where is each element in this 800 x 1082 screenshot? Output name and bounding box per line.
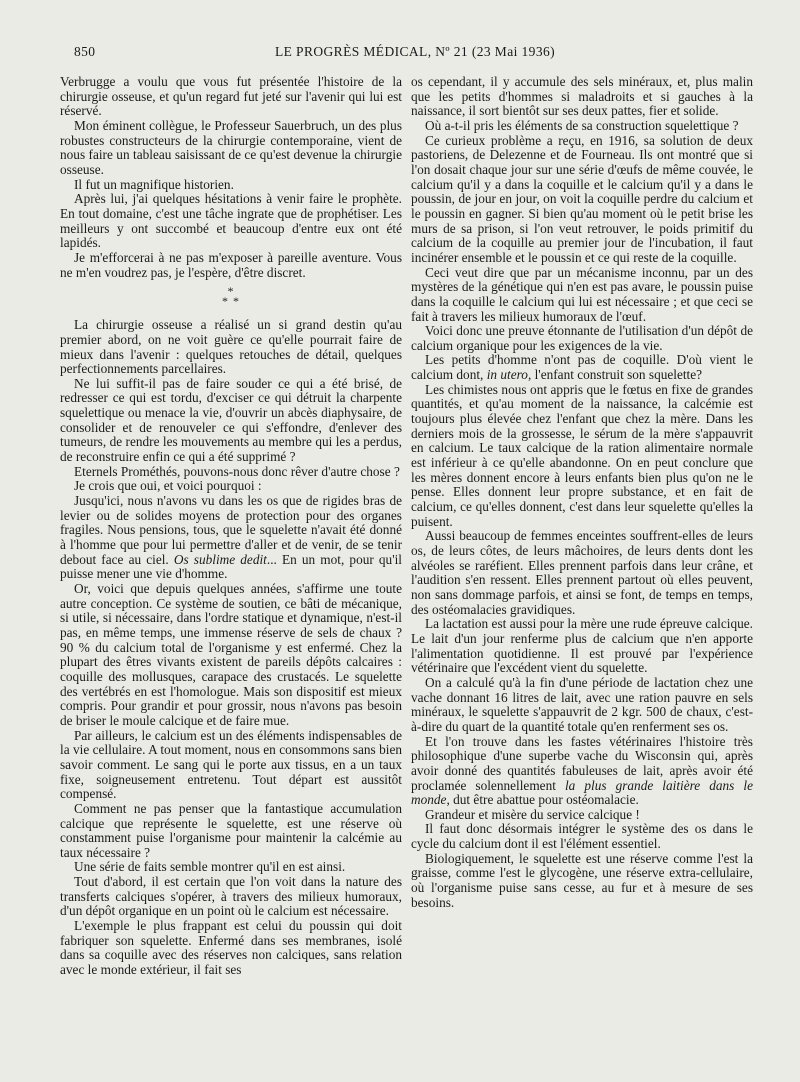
paragraph: Mon éminent collègue, le Professeur Sauerbruch, un des plus robustes constructeurs de la chirurgie contemporaine, vient de nous faire un tableau saisissant de ce qu'est devenue la chirurgie osseuse. <box>60 117 402 177</box>
paragraph: Aussi beaucoup de femmes enceintes souffrent-elles de leurs os, de leurs côtes, de leurs mâchoires, de leurs dents dont les alvéoles se raréfient. Elles prennent parfois dans leur crâne, et l'audition s'en ressent. Elles prennent partout où elles peuvent, non sans dommage parfois, et ainsi se font, de temps en temps, des ostéomalacies gravidiques. <box>411 528 753 617</box>
latin-quote: Os sublime dedit <box>173 551 267 567</box>
paragraph: Une série de faits semble montrer qu'il en est ainsi. <box>74 859 346 875</box>
text-run: Jusqu'ici, nous n'avons vu dans les os que de rigides bras de levier ou de solides moyens de protection pour des organes fragiles. Nous pensions, tous, que le squelette n'avait été donné à l'homme que pour lui permettre d'aller et de venir, de se tenir debout face au ciel. <box>60 493 402 567</box>
paragraph: Ce curieux problème a reçu, en 1916, sa solution de deux pastoriens, de Delezenne et de Fourneau. Ils ont montré que si l'on dosait chaque jour sur une série d'œufs de même couvée, le calcium qu'il y a dans la coquille et le calcium qu'il y a dans le poussin, de jour en jour, on voit la coquille perdre du calcium et le poussin en gagner. Si bien qu'au moment où le petit brise les murs de sa prison, si l'on veut retrouver, le poids primitif du calcium de la coquille au premier jour de l'incubation, il faut incinérer ensemble et le poussin et ce qui reste de la coquille. <box>411 132 753 265</box>
paragraph: Les chimistes nous ont appris que le fœtus en fixe de grandes quantités, et qu'au moment de la naissance, la calcémie est toujours plus élevée chez l'enfant que chez la mère. Dans les derniers mois de la grossesse, le sérum de la mère s'appauvrit en calcium. Le taux calcique de la ration alimentaire normale est inférieur à ce qu'elle abandonne. On en peut conclure que les mères donnent encore à leurs enfants bien plus qu'on ne le pense. Elles donnent leur propre substance, et en fait de calcium, ce qu'elles donnent, c'est dans leur squelette qu'elles la puisent. <box>411 381 753 529</box>
paragraph: On a calculé qu'à la fin d'une période de lactation chez une vache donnant 16 litres de lait, avec une ration pauvre en sels minéraux, le squelette s'appauvrit de 2 kgr. 500 de chaux, c'est-à-dire du quart de la quantité totale qu'en renferment ses os. <box>411 674 753 734</box>
journal-title: LE PROGRÈS MÉDICAL, Nº 21 (23 Mai 1936) <box>274 44 556 59</box>
paragraph: La chirurgie osseuse a réalisé un si grand destin qu'au premier abord, on ne voit guère ce qu'elle pourrait faire de mieux dans l'avenir : quelques retouches de détail, quelques perfectionnements parcellaires. <box>60 317 402 377</box>
left-column <box>60 75 402 978</box>
text-run: Les petits d'homme n'ont pas de coquille. D'où vient le calcium dont, <box>411 352 753 383</box>
paragraph: Verbrugge a voulu que vous fut présentée l'histoire de la chirurgie osseuse, et qu'un regard fut jeté sur l'avenir qui lui est réservé. <box>60 74 402 119</box>
paragraph: Il fut un magnifique historien. <box>74 176 234 192</box>
separator-bottom: * * <box>222 294 240 309</box>
paragraph <box>411 353 753 382</box>
paragraph: Où a-t-il pris les éléments de sa construction squelettique ? <box>425 117 739 133</box>
paragraph: Or, voici que depuis quelques années, s'affirme une toute autre conception. Ce système de soutien, ce bâti de mécanique, si utile, si nécessaire, dans l'ordre statique et dynamique, n'est-il pas, en même temps, une immense réserve de sels de chaux ? 90 % du calcium total de l'organisme y est enfermé. Chez la plupart des êtres vivants existent de pareils dépôts calcaires : coquille des mollusques, carapace des crustacés. Le squelette des vertébrés en est l'homologue. Mais son dispositif est mieux compris. Pour grandir et pour grossir, nous n'avons pas besoin de briser le moule calcique et de faire mue. <box>60 581 402 728</box>
paragraph <box>411 735 753 808</box>
paragraph: Eternels Prométhés, pouvons-nous donc rêver d'autre chose ? <box>74 463 400 479</box>
latin-quote: in utero <box>486 367 528 383</box>
paragraph: Je m'efforcerai à ne pas m'exposer à pareille aventure. Vous ne m'en voudrez pas, je l'espère, d'être discret. <box>60 249 402 280</box>
page-number: 850 <box>74 44 96 59</box>
right-column <box>411 75 753 910</box>
text-run: ... En un mot, pour qu'il puisse mener une vie d'homme. <box>60 551 402 582</box>
paragraph: Après lui, j'ai quelques hésitations à venir faire le prophète. En tout domaine, c'est une tâche ingrate que de prophétiser. Les meilleurs y ont succombé et beaucoup d'entre eux ont été lapidés. <box>60 191 402 251</box>
section-separator <box>60 284 402 309</box>
paragraph: Ceci veut dire que par un mécanisme inconnu, par un des mystères de la génétique qui n'en est pas avare, le poussin puise dans la coquille le calcium qui lui est nécessaire ; et que ceci se fait à travers les milieux humoraux de l'œuf. <box>411 264 753 324</box>
separator-top: * <box>227 284 235 299</box>
paragraph <box>60 494 402 582</box>
text-run: , l'enfant construit son squelette? <box>527 367 703 383</box>
text-run: Et l'on trouve dans les fastes vétérinaires l'histoire très philosophique d'une superbe vache du Wisconsin qui, après avoir donné des quantités fabuleuses de lait, après avoir été proclamée solennellement <box>411 733 753 793</box>
paragraph: Biologiquement, le squelette est une réserve comme l'est la graisse, comme l'est le glycogène, une réserve extra-cellulaire, où l'organisme puise sans cesse, au fur et à mesure de ses besoins. <box>411 850 753 910</box>
paragraph: Il faut donc désormais intégrer le système des os dans le cycle du calcium dont il est l'élément essentiel. <box>411 821 753 852</box>
page-header <box>60 44 770 64</box>
paragraph: Grandeur et misère du service calcique ! <box>425 806 640 822</box>
paragraph: Ne lui suffit-il pas de faire souder ce qui a été brisé, de redresser ce qui est tordu, d'exciser ce qui détruit la charpente squelettique ou menace la vie, d'ouvrir un abcès diaphysaire, de consolider et de renouveler ce qui s'effondre, d'enlever des tumeurs, de rendre les mouvements au membre qui les a perdus, de reconstruire enfin ce qui a été supprimé ? <box>60 375 402 465</box>
paragraph: os cependant, il y accumule des sels minéraux, et, plus malin que les petits d'hommes si maladroits et si gauches à la naissance, il sort bientôt sur ses deux pattes, fier et solide. <box>411 74 753 119</box>
paragraph: La lactation est aussi pour la mère une rude épreuve calcique. Le lait d'un jour renferme plus de calcium que n'en apporte l'alimentation quotidienne. Il est prouvé par l'expérience vétérinaire que l'excédent vient du squelette. <box>411 616 753 676</box>
paragraph: Tout d'abord, il est certain que l'on voit dans la nature des transferts calciques s'opérer, à travers des milieux humoraux, d'un dépôt organique en un point où le calcium est nécessaire. <box>60 874 402 919</box>
text-run: , dut être abattue pour ostéomalacie. <box>446 792 639 808</box>
paragraph: Par ailleurs, le calcium est un des éléments indispensables de la vie cellulaire. A tout moment, nous en consommons sans bien savoir comment. Le sang qui le porte aux tissus, en a un taux fixe, soigneusement entretenu. Tout départ est aussitôt compensé. <box>60 727 402 802</box>
paragraph: Comment ne pas penser que la fantastique accumulation calcique que représente le squelette, est une réserve où constamment puise l'organisme pour maintenir la calcémie au taux nécessaire ? <box>60 800 402 860</box>
paragraph: Voici donc une preuve étonnante de l'utilisation d'un dépôt de calcium organique pour les exigences de la vie. <box>411 323 753 353</box>
italic-quote: la plus grande laitière dans le monde <box>411 777 753 808</box>
paragraph: L'exemple le plus frappant est celui du poussin qui doit fabriquer son squelette. Enfermé dans ses membranes, isolé dans sa coquille avec des réserves non calciques, sans relation avec le monde extérieur, il fait ses <box>60 918 402 978</box>
paragraph: Je crois que oui, et voici pourquoi : <box>74 478 262 494</box>
